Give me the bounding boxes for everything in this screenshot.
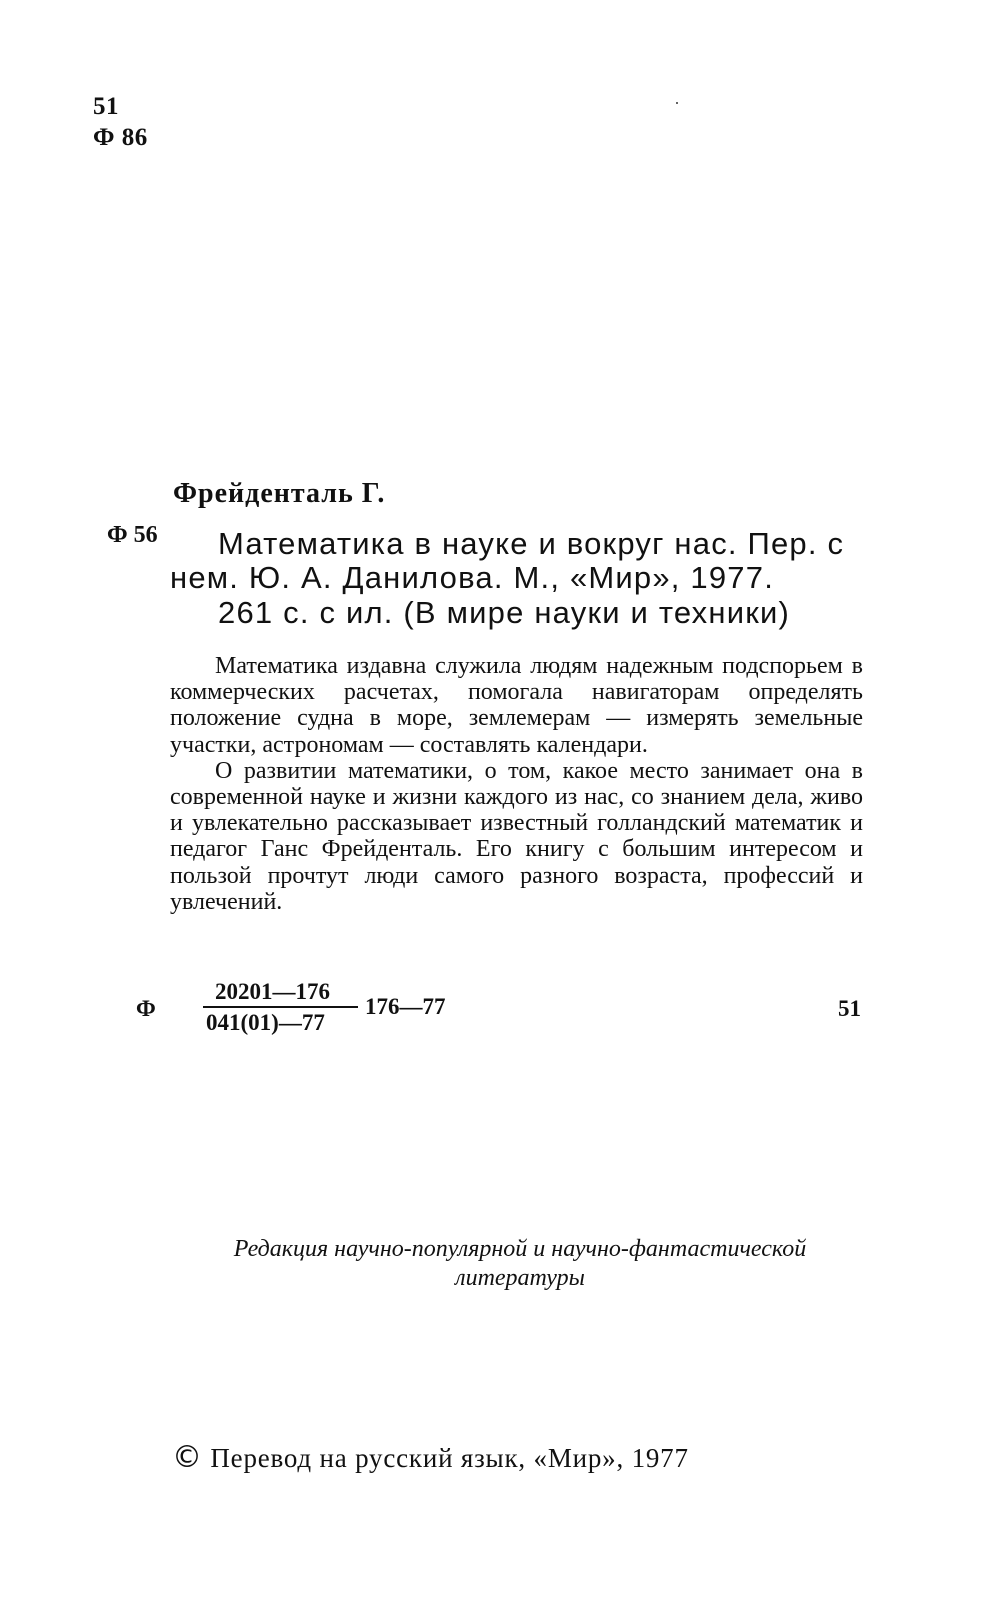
- index-denominator: 041(01)—77: [206, 1010, 325, 1035]
- title-line-3: 261 с. с ил. (В мире науки и техники): [218, 595, 791, 630]
- fraction-bar: [203, 1006, 358, 1008]
- title-line-2: нем. Ю. А. Данилова. М., «Мир», 1977.: [170, 560, 775, 595]
- editorial-line-1: Редакция научно-популярной и научно-фантастической: [233, 1236, 807, 1262]
- print-speck: [676, 102, 678, 104]
- udc-code: 51: [93, 93, 119, 120]
- title-line-1: Математика в науке и вокруг нас. Пер. с: [218, 526, 845, 561]
- copyright-icon: ©: [172, 1440, 203, 1475]
- author-name: Фрейденталь Г.: [173, 478, 386, 509]
- annotation: [170, 653, 863, 915]
- copyright-line: [172, 1440, 689, 1475]
- index-tail: 176—77: [365, 994, 446, 1019]
- copyright-text: Перевод на русский язык, «Мир», 1977: [210, 1443, 689, 1473]
- annotation-paragraph-2: О развитии математики, о том, какое место занимает она в современной науке и жизни каждого из нас, со знанием дела, живо и увлекательно рассказывает известный голландский математик и педагог Ганс Фрейденталь. Его книгу с большим интересом и пользой прочтут люди самого разного возраста, профессий и увлечений.: [170, 757, 863, 915]
- editorial-line-2: литературы: [455, 1265, 585, 1291]
- catalog-code: Ф 56: [107, 522, 158, 548]
- annotation-paragraph-1: Математика издавна служила людям надежным подспорьем в коммерческих расчетах, помогала навигаторам определять положение судна в море, землемерам — измерять земельные участки, астрономам — составлять календари.: [170, 653, 863, 758]
- bbk-code: Ф 86: [93, 124, 148, 151]
- index-numerator: 20201—176: [215, 979, 330, 1004]
- index-right-code: 51: [838, 996, 861, 1021]
- editorial-department: [150, 1235, 890, 1293]
- index-letter: Ф: [136, 996, 156, 1021]
